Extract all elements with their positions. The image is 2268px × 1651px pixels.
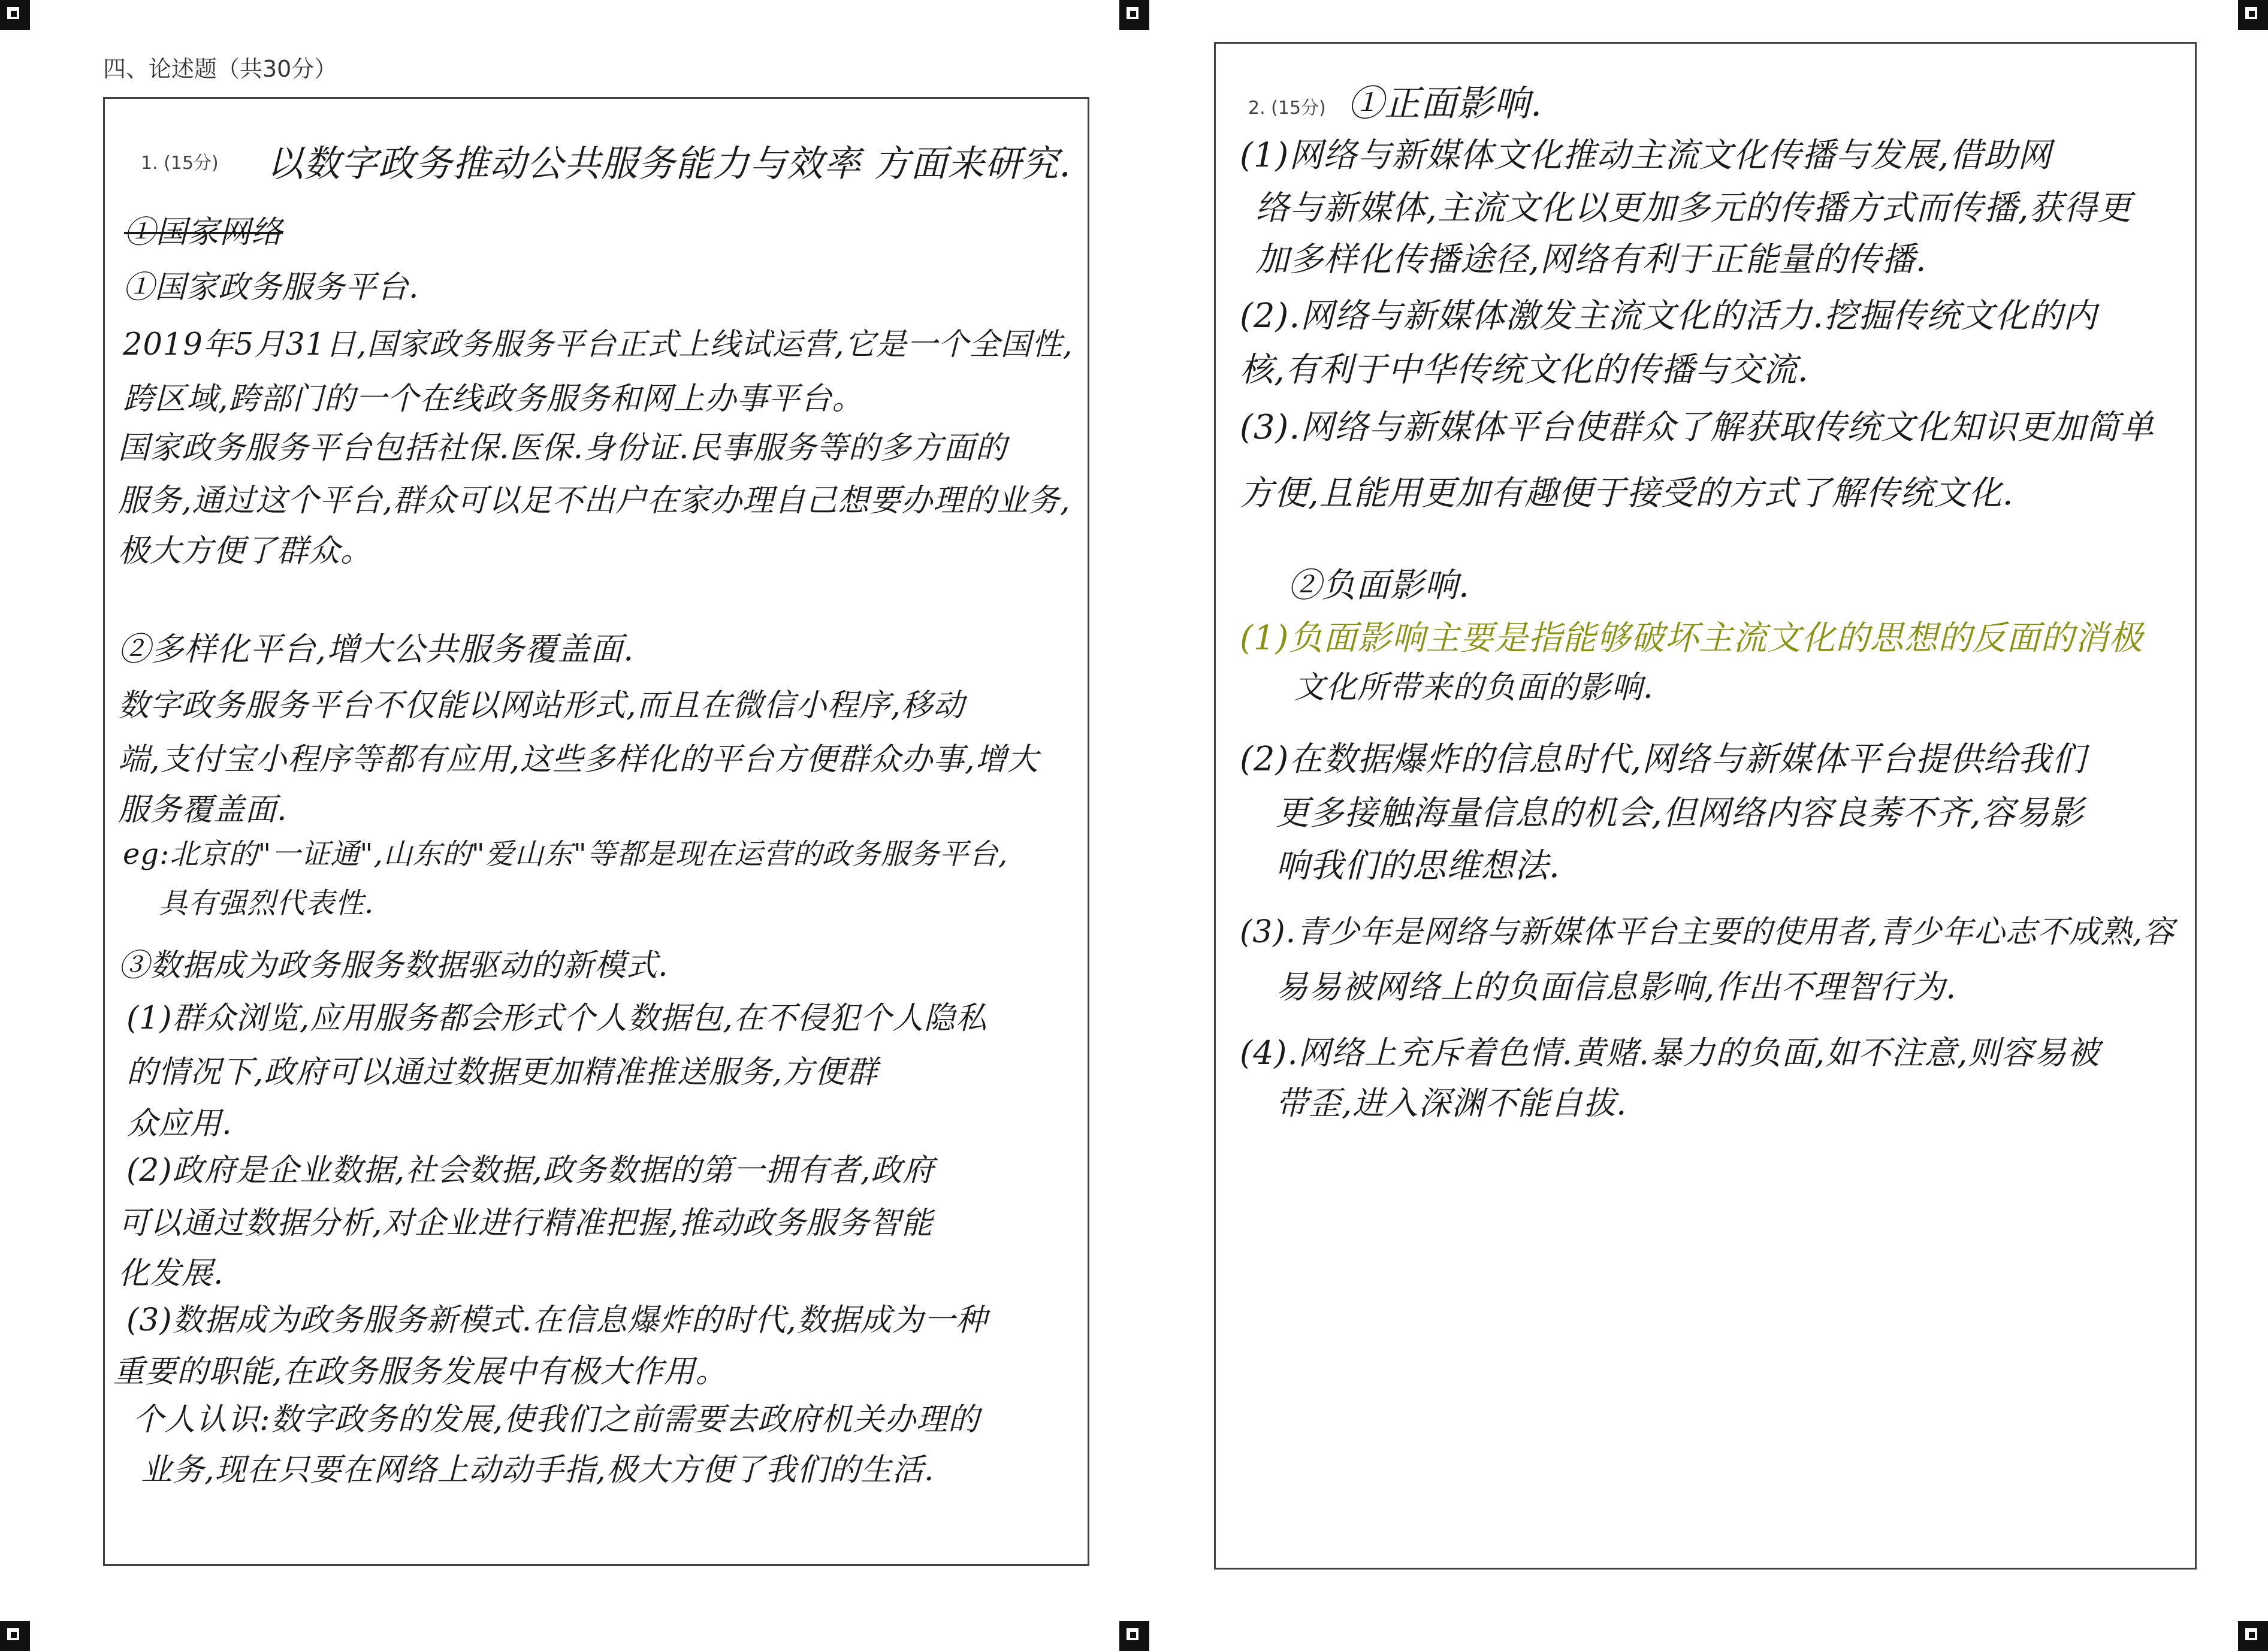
answer-line: 方便,且能用更加有趣便于接受的方式了解传统文化. — [1240, 474, 2014, 513]
answer-line: 核,有利于中华传统文化的传播与交流. — [1240, 350, 1809, 389]
answer-line: ②多样化平台,增大公共服务覆盖面. — [118, 630, 635, 668]
answer-line: 服务,通过这个平台,群众可以足不出户在家办理自己想要办理的业务, — [118, 483, 1071, 519]
negative-impact-heading: ②负面影响. — [1288, 566, 1470, 605]
answer-line: (2)政府是企业数据,社会数据,政务数据的第一拥有者,政府 — [126, 1153, 935, 1189]
answer-line: 重要的职能,在政务服务发展中有极大作用。 — [113, 1354, 727, 1390]
answer-line-highlighted: (1)负面影响主要是指能够破坏主流文化的思想的反面的消极 — [1240, 619, 2143, 658]
answer-line: 跨区域,跨部门的一个在线政务服务和网上办事平台。 — [123, 381, 864, 417]
answer-line: 具有强烈代表性. — [159, 887, 375, 920]
registration-marker-bottom-center — [1119, 1621, 1149, 1651]
answer-line: 带歪,进入深渊不能自拔. — [1276, 1084, 1627, 1122]
crossed-out-text: ①国家网络 — [124, 214, 283, 250]
answer-line: 更多接触海量信息的机会,但网络内容良莠不齐,容易影 — [1276, 794, 2084, 833]
answer-line: (4).网络上充斥着色情.黄赌.暴力的负面,如不注意,则容易被 — [1240, 1034, 2100, 1072]
section-title: 四、论述题（共30分） — [103, 56, 337, 82]
question-1-label: 1. (15分) — [141, 153, 219, 174]
answer-line: (3).青少年是网络与新媒体平台主要的使用者,青少年心志不成熟,容 — [1240, 914, 2175, 950]
answer-line: 极大方便了群众。 — [118, 533, 373, 569]
answer-box-question-2 — [1214, 42, 2197, 1570]
answer-line: (1)网络与新媒体文化推动主流文化传播与发展,借助网 — [1240, 136, 2052, 175]
answer-line: eg:北京的"一证通",山东的"爱山东"等都是现在运营的政务服务平台, — [123, 837, 1008, 871]
answer-line: 加多样化传播途径,网络有利于正能量的传播. — [1255, 240, 1927, 279]
answer-line: ③数据成为政务服务数据驱动的新模式. — [118, 948, 669, 984]
registration-marker-top-left — [0, 0, 30, 30]
question-2-header: ①正面影响. — [1348, 83, 1543, 125]
answer-line: 响我们的思维想法. — [1276, 846, 1560, 885]
answer-line: 服务覆盖面. — [118, 792, 288, 828]
answer-box-question-1 — [103, 97, 1089, 1566]
registration-marker-top-center — [1119, 0, 1149, 30]
answer-line: (3).网络与新媒体平台使群众了解获取传统文化知识更加简单 — [1240, 408, 2155, 447]
answer-line: 个人认识:数字政务的发展,使我们之前需要去政府机关办理的 — [132, 1402, 980, 1438]
answer-line: 易易被网络上的负面信息影响,作出不理智行为. — [1276, 968, 1957, 1006]
answer-line: (1)群众浏览,应用服务都会形式个人数据包,在不侵犯个人隐私 — [126, 1000, 987, 1036]
answer-line: 众应用. — [126, 1106, 232, 1142]
answer-line: 数字政务服务平台不仅能以网站形式,而且在微信小程序,移动 — [118, 688, 965, 724]
answer-line: 文化所带来的负面的影响. — [1294, 670, 1654, 706]
answer-line: (2)在数据爆炸的信息时代,网络与新媒体平台提供给我们 — [1240, 740, 2086, 779]
registration-marker-top-right — [2238, 0, 2268, 30]
registration-marker-bottom-right — [2238, 1621, 2268, 1651]
answer-line: 2019年5月31日,国家政务服务平台正式上线试运营,它是一个全国性, — [123, 327, 1073, 362]
answer-line: ①国家政务服务平台. — [123, 270, 419, 306]
answer-line: 的情况下,政府可以通过数据更加精准推送服务,方便群 — [126, 1054, 878, 1090]
question-1-header: 以数字政务推动公共服务能力与效率 方面来研究. — [267, 143, 1071, 185]
answer-line: 络与新媒体,主流文化以更加多元的传播方式而传播,获得更 — [1255, 189, 2132, 228]
answer-line: (3)数据成为政务服务新模式.在信息爆炸的时代,数据成为一种 — [126, 1302, 987, 1338]
answer-line: 业务,现在只要在网络上动动手指,极大方便了我们的生活. — [141, 1452, 935, 1488]
answer-line: 国家政务服务平台包括社保.医保.身份证.民事服务等的多方面的 — [118, 430, 1007, 466]
answer-line: (2).网络与新媒体激发主流文化的活力.挖掘传统文化的内 — [1240, 297, 2097, 335]
answer-line: 化发展. — [118, 1256, 224, 1292]
answer-line: 可以通过数据分析,对企业进行精准把握,推动政务服务智能 — [118, 1205, 934, 1241]
registration-marker-bottom-left — [0, 1621, 30, 1651]
answer-line: 端,支付宝小程序等都有应用,这些多样化的平台方便群众办事,增大 — [118, 742, 1039, 778]
question-2-label: 2. (15分) — [1248, 98, 1326, 119]
